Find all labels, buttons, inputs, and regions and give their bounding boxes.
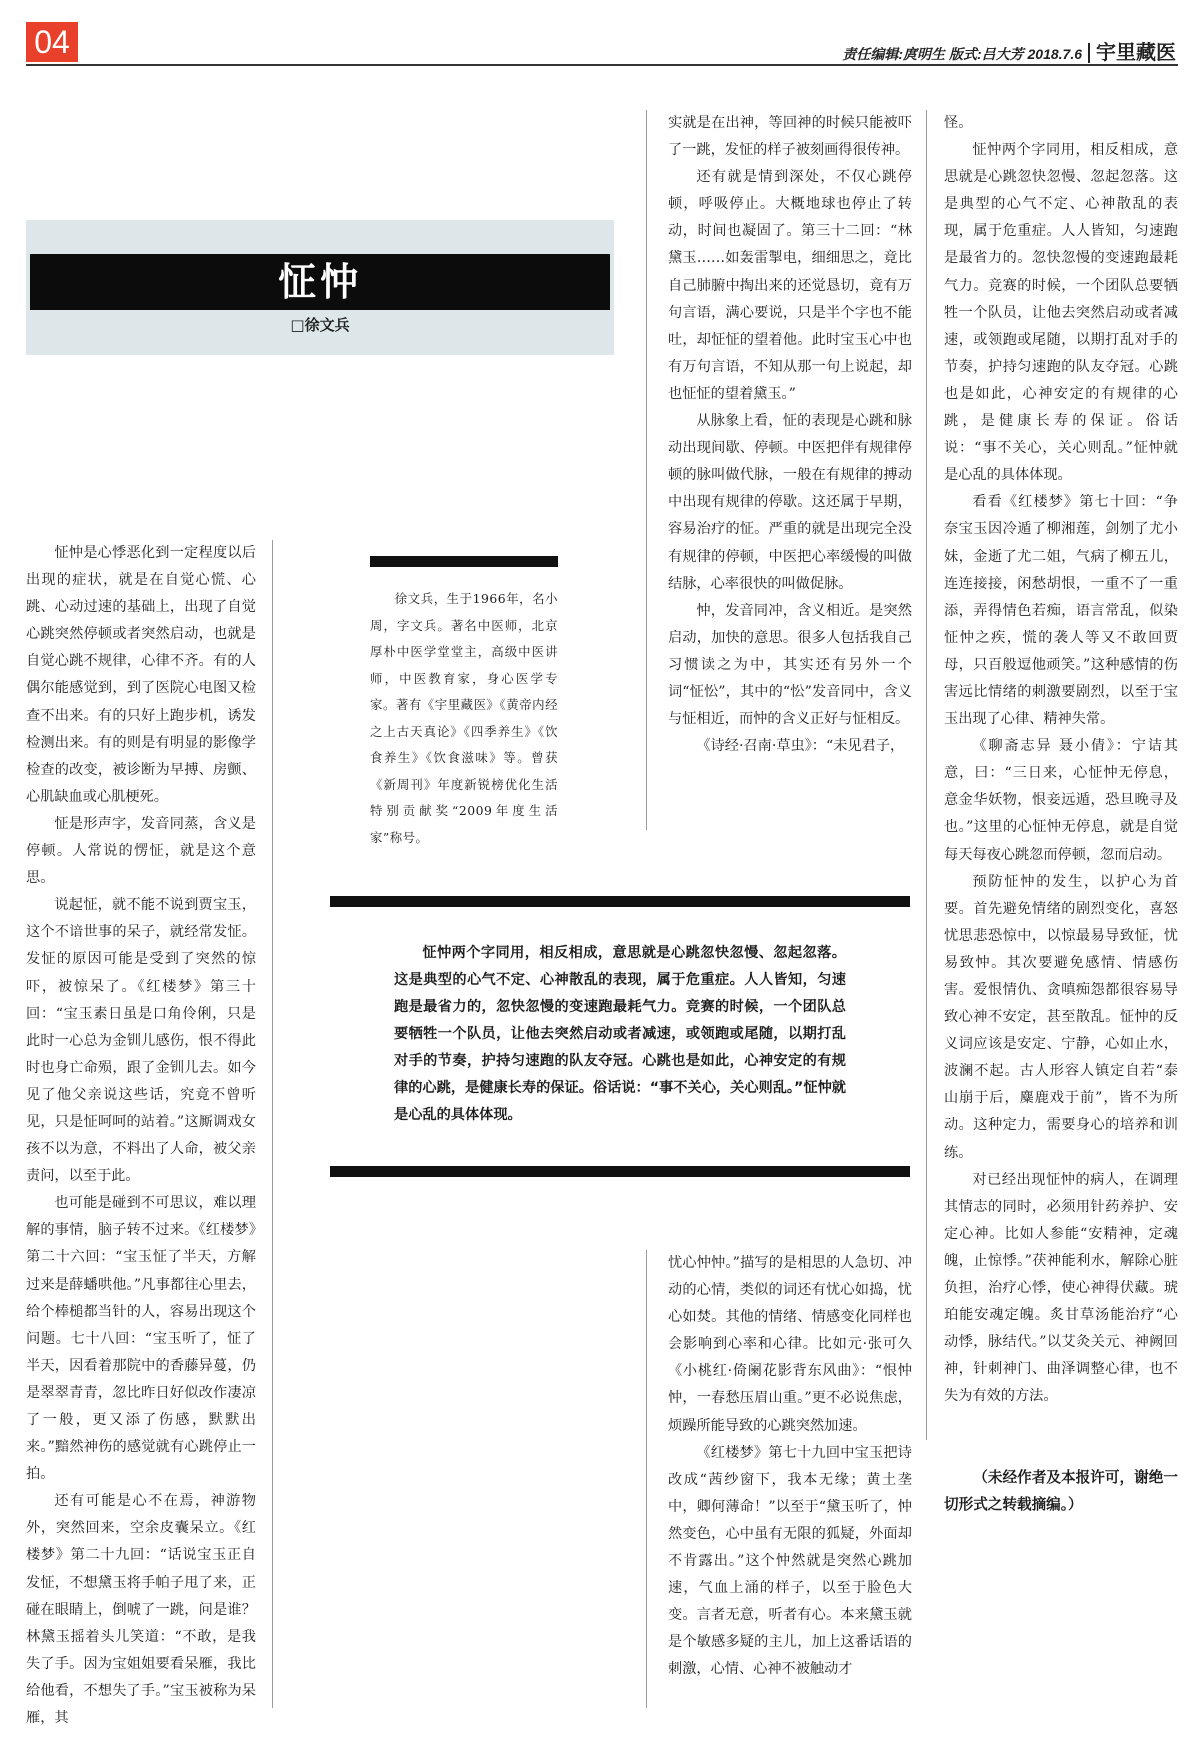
paragraph: 预防怔忡的发生，以护心为首要。首先避免情绪的剧烈变化，喜怒忧思悲恐惊中，以惊最易导致怔，忧易致忡。其次要避免感情、情感伤害。爱恨情仇、贪嗔痴怨都很容易导致心神不安定，甚至散乱。怔忡的反义词应该是安定、宁静，心如止水，波澜不起。古人形容人镇定自若“泰山崩于后，麋鹿戏于前”，皆不为所动。这种定力，需要身心的培养和训练。 <box>944 873 1178 1161</box>
paragraph: 怔是形声字，发音同蒸，含义是停顿。人常说的愣怔，就是这个意思。 <box>26 815 256 887</box>
article-column-2-bottom <box>668 1250 912 1684</box>
article-title: 怔忡 <box>30 254 610 310</box>
copyright-notice <box>944 1464 1178 1518</box>
bio-text: 徐文兵，生于1966年，名小周，字文兵。著名中医师，北京厚朴中医学堂堂主，高级中医讲师，中医教育家，身心医学专家。著有《宇里藏医》《黄帝内经之上古天真论》《四季养生》《饮食养生》《饮食滋味》等。曾获《新周刊》年度新锐榜优化生活特别贡献奖“2009年度生活家”称号。 <box>370 591 558 845</box>
paragraph: 对已经出现怔忡的病人，在调理其情志的同时，必须用针药养护、安定心神。比如人参能“安精神，定魂魄，止惊悸。”茯神能利水，解除心脏负担，治疗心悸，使心神得伏藏。琥珀能安魂定魄。炙甘草汤能治疗“心动悸，脉结代。”以艾灸关元、神阙回神，针刺神门、曲泽调整心律，也不失为有效的方法。 <box>944 1171 1178 1405</box>
author-bio <box>370 586 558 851</box>
paragraph: 《诗经·召南·草虫》：“未见君子， <box>696 738 905 755</box>
page-header <box>842 36 1176 65</box>
paragraph: 《聊斋志异 聂小倩》：宁诘其意，曰：“三日来，心怔忡无停息，意金华妖物，恨妾远遁，恐旦晚寻及也。”这里的心怔忡无停息，就是自觉每天每夜心跳忽而停顿，忽而启动。 <box>944 738 1178 863</box>
paragraph: 怔忡两个字同用，相反相成，意思就是心跳忽快忽慢、忽起忽落。这是典型的心气不定、心神散乱的表现，属于危重症。人人皆知，匀速跑是最省力的。忽快忽慢的变速跑最耗气力。竞赛的时候，一个团队总要牺牲一个队员，让他去突然启动或者减速，或领跑或尾随，以期打乱对手的节奏，护持匀速跑的队友夺冠。心跳也是如此，心神安定的有规律的心跳，是健康长寿的保证。俗话说：“事不关心，关心则乱。”怔忡就是心乱的具体体现。 <box>944 142 1178 484</box>
paragraph: 从脉象上看，怔的表现是心跳和脉动出现间歇、停顿。中医把伴有规律停顿的脉叫做代脉，一般在有规律的搏动中出现有规律的停歇。这还属于早期，容易治疗的怔。严重的就是出现完全没有规律的停顿，中医把心率缓慢的叫做结脉，心率很快的叫做促脉。 <box>668 413 912 592</box>
pull-quote-text: 怔忡两个字同用，相反相成，意思就是心跳忽快忽慢、忽起忽落。这是典型的心气不定、心神散乱的表现，属于危重症。人人皆知，匀速跑是最省力的，忽快忽慢的变速跑最耗气力。竞赛的时候，一个团队总要牺牲一个队员，让他去突然启动或者减速，或领跑或尾随，以期打乱对手的节奏，护持匀速跑的队友夺冠。心跳也是如此，心神安定的有规律的心跳，是健康长寿的保证。俗话说：“事不关心，关心则乱。”怔忡就是心乱的具体体现。 <box>394 945 846 1123</box>
header-rule <box>26 64 1178 66</box>
pull-quote <box>394 940 846 1129</box>
quote-rule-top <box>330 896 910 907</box>
paragraph: 怪。 <box>944 115 973 131</box>
article-column-1 <box>26 540 256 1732</box>
header-credits: 责任编辑:庹明生 版式:吕大芳 2018.7.6 <box>842 46 1082 62</box>
paragraph: 还有就是情到深处，不仅心跳停顿，呼吸停止。大概地球也停止了转动，时间也凝固了。第三十二回：“林黛玉……如轰雷掣电，细细思之，竟比自己肺腑中掏出来的还觉恳切，竟有万句言语，满心要说，只是半个字也不能吐，却怔怔的望着他。此时宝玉心中也有万句言语，不知从那一句上说起，却也怔怔的望着黛玉。” <box>668 169 912 402</box>
quote-rule-bottom <box>330 1166 910 1177</box>
paragraph: 还有可能是心不在焉，神游物外，突然回来，空余皮囊呆立。《红楼梦》第二十九回：“话说宝玉正自发怔，不想黛玉将手帕子甩了来，正碰在眼睛上，倒唬了一跳，问是谁？林黛玉摇着头儿笑道：“不敢，是我失了手。因为宝姐姐要看呆雁，我比给他看，不想失了手。”宝玉被称为呆雁，其 <box>26 1493 256 1727</box>
paragraph: 说起怔，就不能不说到贾宝玉，这个不谙世事的呆子，就经常发怔。发怔的原因可能是受到了突然的惊吓，被惊呆了。《红楼梦》第三十回：“宝玉素日虽是口角伶俐，只是此时一心总为金钏儿感伤，恨不得此时也身亡命殒，跟了金钏儿去。如今见了他父亲说这些话，究竟不曾听见，只是怔呵呵的站着。”这厮调戏女孩不以为意，不料出了人命，被父亲责问，以至于此。 <box>26 897 256 1185</box>
column-rule <box>646 110 647 830</box>
paragraph: 忡，发音同冲，含义相近。是突然启动，加快的意思。很多人包括我自己习惯读之为中，其实还有另外一个词“怔忪”，其中的“忪”发音同中，含义与怔相近，而忡的含义正好与怔相反。 <box>668 602 912 728</box>
article-column-3 <box>944 110 1178 1411</box>
column-rule <box>646 1250 647 1708</box>
paragraph: 实就是在出神，等回神的时候只能被吓了一跳，发怔的样子被刻画得很传神。 <box>668 115 912 159</box>
article-column-2-top <box>668 110 912 760</box>
paragraph: 《红楼梦》第七十九回中宝玉把诗改成“茜纱窗下，我本无缘；黄土垄中，卿何薄命！”以至于“黛玉听了，忡然变色，心中虽有无限的狐疑，外面却不肯露出。”这个忡然就是突然心跳加速，气血上涌的样子，以至于脸色大变。言者无意，听者有心。本来黛玉就是个敏感多疑的主儿，加上这番话语的刺激，心情、心神不被触动才 <box>668 1444 912 1678</box>
masthead: 宇里藏医 <box>1096 42 1176 64</box>
article-author: □徐文兵 <box>290 316 350 334</box>
paragraph: 怔忡是心悸恶化到一定程度以后出现的症状，就是在自觉心慌、心跳、心动过速的基础上，出现了自觉心跳突然停顿或者突然启动，也就是自觉心跳不规律，心律不齐。有的人偶尔能感觉到，到了医院心电图又检查不出来。有的只好上跑步机，诱发检测出来。有的则是有明显的影像学检查的改变，被诊断为早搏、房颤、心肌缺血或心肌梗死。 <box>26 545 256 805</box>
paragraph: 也可能是碰到不可思议，难以理解的事情，脑子转不过来。《红楼梦》第二十六回：“宝玉怔了半天，方解过来是薛蟠哄他。”凡事都往心里去，给个棒槌都当针的人，容易出现这个问题。七十八回：“宝玉听了，怔了半天，因看着那院中的香藤异蔓，仍是翠翠青青，忽比昨日好似改作凄凉了一般，更又添了伤感，默默出来。”黯然神伤的感觉就有心跳停止一拍。 <box>26 1195 256 1483</box>
column-rule <box>272 540 273 1708</box>
paragraph: 忧心忡忡。”描写的是相思的人急切、冲动的心情，类似的词还有忧心如捣，忧心如焚。其他的情绪、情感变化同样也会影响到心率和心律。比如元·张可久《小桃红·倚阑花影背东风曲》：“恨忡忡，一春愁压眉山重。”更不必说焦虑，烦躁所能导致的心跳突然加速。 <box>668 1255 912 1434</box>
column-rule <box>926 110 927 1440</box>
header-separator <box>1088 43 1090 63</box>
paragraph: 看看《红楼梦》第七十回：“争奈宝玉因冷遁了柳湘莲，剑刎了尤小妹，金逝了尤二姐，气病了柳五儿，连连接接，闲愁胡恨，一重不了一重添，弄得情色若痴，语言常乱，似染怔忡之疾，慌的袭人等又不敢回贾母，只百般逗他顽笑。”这种感情的伤害远比情绪的刺激要剧烈，以至于宝玉出现了心律、精神失常。 <box>944 494 1178 728</box>
page-number: 04 <box>26 22 78 62</box>
notice-text: （未经作者及本报许可，谢绝一切形式之转载摘编。） <box>944 1469 1178 1513</box>
bio-bar <box>370 556 558 567</box>
